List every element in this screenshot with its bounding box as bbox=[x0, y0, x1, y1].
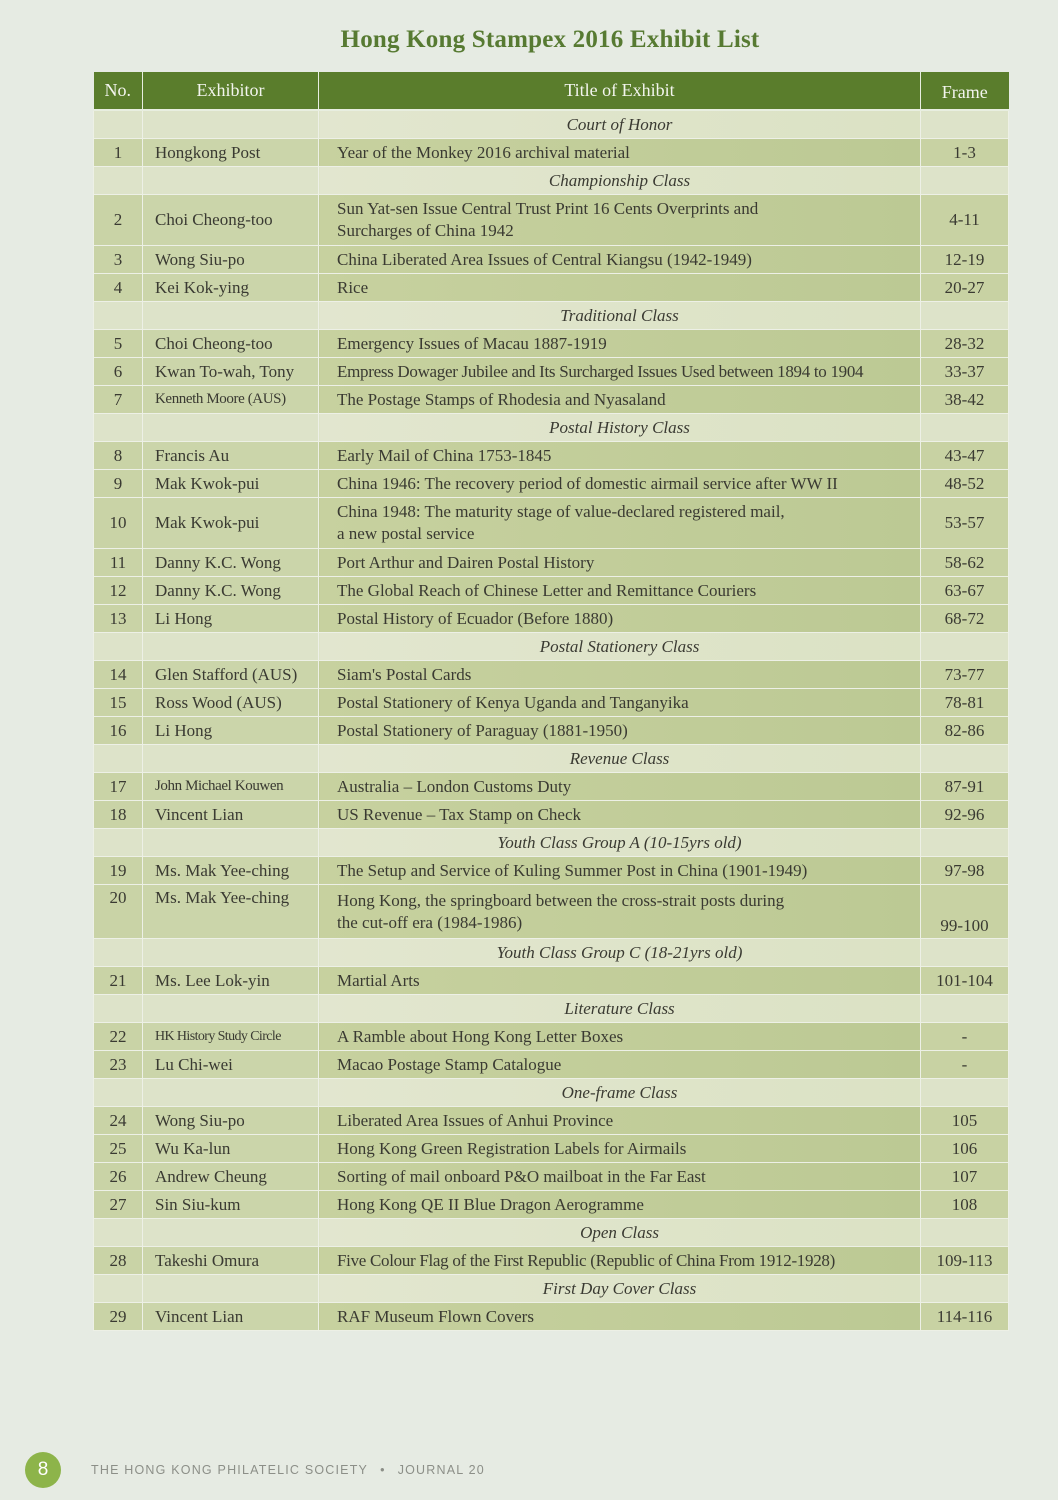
table-row bbox=[94, 773, 1009, 801]
row-exhibitor: HK History Study Circle bbox=[143, 1023, 319, 1051]
class-row-court-of-honor bbox=[94, 110, 1009, 139]
table-row bbox=[94, 661, 1009, 689]
row-title: Emergency Issues of Macau 1887-1919 bbox=[319, 330, 921, 358]
row-title-line1: Hong Kong, the springboard between the cross-strait posts during bbox=[337, 890, 785, 910]
table-row bbox=[94, 1107, 1009, 1135]
table-row bbox=[94, 386, 1009, 414]
table-row bbox=[94, 689, 1009, 717]
row-exhibitor: Lu Chi-wei bbox=[143, 1051, 319, 1079]
row-title-line2: the cut-off era (1984-1986) bbox=[337, 912, 523, 932]
publication-name: THE HONG KONG PHILATELIC SOCIETY bbox=[91, 1463, 369, 1477]
class-label: First Day Cover Class bbox=[319, 1275, 921, 1303]
row-title bbox=[319, 195, 921, 246]
row-no: 23 bbox=[94, 1051, 143, 1079]
class-row-one-frame bbox=[94, 1079, 1009, 1107]
row-frame: 12-19 bbox=[921, 246, 1009, 274]
class-row-youth-c bbox=[94, 939, 1009, 967]
row-title: The Postage Stamps of Rhodesia and Nyasaland bbox=[319, 386, 921, 414]
row-exhibitor: Francis Au bbox=[143, 442, 319, 470]
row-no: 29 bbox=[94, 1303, 143, 1331]
row-frame: 106 bbox=[921, 1135, 1009, 1163]
table-row bbox=[94, 1051, 1009, 1079]
row-title-line2: Surcharges of China 1942 bbox=[337, 221, 514, 240]
row-no: 25 bbox=[94, 1135, 143, 1163]
row-frame: 92-96 bbox=[921, 801, 1009, 829]
table-row bbox=[94, 442, 1009, 470]
table-row bbox=[94, 246, 1009, 274]
row-frame: 97-98 bbox=[921, 857, 1009, 885]
row-no: 14 bbox=[94, 661, 143, 689]
row-frame: 78-81 bbox=[921, 689, 1009, 717]
row-exhibitor: Glen Stafford (AUS) bbox=[143, 661, 319, 689]
row-title: Martial Arts bbox=[319, 967, 921, 995]
row-exhibitor: Takeshi Omura bbox=[143, 1247, 319, 1275]
row-frame: 63-67 bbox=[921, 577, 1009, 605]
table-row bbox=[94, 274, 1009, 302]
table-row bbox=[94, 1163, 1009, 1191]
row-title: Postal Stationery of Kenya Uganda and Tanganyika bbox=[319, 689, 921, 717]
row-title: Sorting of mail onboard P&O mailboat in the Far East bbox=[319, 1163, 921, 1191]
row-exhibitor: Hongkong Post bbox=[143, 139, 319, 167]
row-frame: 87-91 bbox=[921, 773, 1009, 801]
row-frame: 101-104 bbox=[921, 967, 1009, 995]
row-title: US Revenue – Tax Stamp on Check bbox=[319, 801, 921, 829]
row-title-line1: China 1948: The maturity stage of value-declared registered mail, bbox=[337, 502, 785, 521]
row-no: 22 bbox=[94, 1023, 143, 1051]
row-no: 6 bbox=[94, 358, 143, 386]
row-frame: 43-47 bbox=[921, 442, 1009, 470]
row-frame: 82-86 bbox=[921, 717, 1009, 745]
row-no: 4 bbox=[94, 274, 143, 302]
row-frame: 114-116 bbox=[921, 1303, 1009, 1331]
row-no: 1 bbox=[94, 139, 143, 167]
row-no: 24 bbox=[94, 1107, 143, 1135]
row-title: Postal History of Ecuador (Before 1880) bbox=[319, 605, 921, 633]
class-row-first-day-cover bbox=[94, 1275, 1009, 1303]
row-exhibitor: Mak Kwok-pui bbox=[143, 470, 319, 498]
row-frame: 28-32 bbox=[921, 330, 1009, 358]
row-frame: 107 bbox=[921, 1163, 1009, 1191]
class-label: Court of Honor bbox=[319, 110, 921, 139]
row-no: 15 bbox=[94, 689, 143, 717]
row-frame: 68-72 bbox=[921, 605, 1009, 633]
row-title bbox=[319, 498, 921, 549]
row-no: 10 bbox=[94, 498, 143, 549]
table-row bbox=[94, 885, 1009, 939]
row-no: 28 bbox=[94, 1247, 143, 1275]
row-exhibitor: Ross Wood (AUS) bbox=[143, 689, 319, 717]
row-no: 12 bbox=[94, 577, 143, 605]
row-exhibitor: Andrew Cheung bbox=[143, 1163, 319, 1191]
class-row-postal-history bbox=[94, 414, 1009, 442]
row-exhibitor: Wong Siu-po bbox=[143, 1107, 319, 1135]
row-exhibitor: John Michael Kouwen bbox=[143, 773, 319, 801]
row-exhibitor: Kenneth Moore (AUS) bbox=[143, 386, 319, 414]
row-no: 27 bbox=[94, 1191, 143, 1219]
row-frame: 105 bbox=[921, 1107, 1009, 1135]
row-title: Macao Postage Stamp Catalogue bbox=[319, 1051, 921, 1079]
row-title: Australia – London Customs Duty bbox=[319, 773, 921, 801]
row-title: The Setup and Service of Kuling Summer Post in China (1901-1949) bbox=[319, 857, 921, 885]
row-title: Hong Kong Green Registration Labels for Airmails bbox=[319, 1135, 921, 1163]
table-row bbox=[94, 801, 1009, 829]
row-title: A Ramble about Hong Kong Letter Boxes bbox=[319, 1023, 921, 1051]
table-row bbox=[94, 470, 1009, 498]
table-row bbox=[94, 195, 1009, 246]
row-frame: 53-57 bbox=[921, 498, 1009, 549]
table-row bbox=[94, 1191, 1009, 1219]
row-exhibitor: Choi Cheong-too bbox=[143, 195, 319, 246]
row-no: 26 bbox=[94, 1163, 143, 1191]
table-header-row bbox=[94, 72, 1009, 110]
table-row bbox=[94, 605, 1009, 633]
row-exhibitor: Li Hong bbox=[143, 605, 319, 633]
row-title-line1: Sun Yat-sen Issue Central Trust Print 16 Cents Overprints and bbox=[337, 199, 759, 218]
row-exhibitor: Ms. Lee Lok-yin bbox=[143, 967, 319, 995]
row-frame: 99-100 bbox=[921, 885, 1009, 939]
class-row-revenue bbox=[94, 745, 1009, 773]
row-no: 5 bbox=[94, 330, 143, 358]
class-label: Literature Class bbox=[319, 995, 921, 1023]
row-exhibitor: Mak Kwok-pui bbox=[143, 498, 319, 549]
footer-separator: • bbox=[380, 1463, 386, 1477]
row-no: 7 bbox=[94, 386, 143, 414]
row-exhibitor: Sin Siu-kum bbox=[143, 1191, 319, 1219]
row-exhibitor: Choi Cheong-too bbox=[143, 330, 319, 358]
class-label: Open Class bbox=[319, 1219, 921, 1247]
class-label: Postal History Class bbox=[319, 414, 921, 442]
column-header-no: No. bbox=[94, 72, 143, 110]
row-title: Rice bbox=[319, 274, 921, 302]
row-title: Year of the Monkey 2016 archival material bbox=[319, 139, 921, 167]
row-exhibitor: Vincent Lian bbox=[143, 801, 319, 829]
row-title: China Liberated Area Issues of Central Kiangsu (1942-1949) bbox=[319, 246, 921, 274]
class-row-traditional bbox=[94, 302, 1009, 330]
class-row-postal-stationery bbox=[94, 633, 1009, 661]
row-no: 18 bbox=[94, 801, 143, 829]
column-header-title: Title of Exhibit bbox=[319, 72, 921, 110]
journal-issue: JOURNAL 20 bbox=[397, 1463, 485, 1477]
row-title: Hong Kong QE II Blue Dragon Aerogramme bbox=[319, 1191, 921, 1219]
row-no: 17 bbox=[94, 773, 143, 801]
row-title: The Global Reach of Chinese Letter and Remittance Couriers bbox=[319, 577, 921, 605]
row-no: 11 bbox=[94, 549, 143, 577]
table-row bbox=[94, 577, 1009, 605]
row-exhibitor: Danny K.C. Wong bbox=[143, 577, 319, 605]
row-title bbox=[319, 885, 921, 939]
class-row-literature bbox=[94, 995, 1009, 1023]
row-title: Liberated Area Issues of Anhui Province bbox=[319, 1107, 921, 1135]
row-exhibitor: Kei Kok-ying bbox=[143, 274, 319, 302]
table-row bbox=[94, 1023, 1009, 1051]
row-frame: 108 bbox=[921, 1191, 1009, 1219]
page-title: Hong Kong Stampex 2016 Exhibit List bbox=[340, 26, 760, 53]
row-title: RAF Museum Flown Covers bbox=[319, 1303, 921, 1331]
row-no: 13 bbox=[94, 605, 143, 633]
row-no: 9 bbox=[94, 470, 143, 498]
column-header-exhibitor: Exhibitor bbox=[143, 72, 319, 110]
row-title: Siam's Postal Cards bbox=[319, 661, 921, 689]
footer-text bbox=[91, 1463, 485, 1477]
row-title: Five Colour Flag of the First Republic (Republic of China From 1912-1928) bbox=[319, 1247, 921, 1275]
class-label: Youth Class Group C (18-21yrs old) bbox=[319, 939, 921, 967]
table-row bbox=[94, 358, 1009, 386]
row-no: 20 bbox=[94, 885, 143, 939]
class-row-championship bbox=[94, 167, 1009, 195]
row-frame: 73-77 bbox=[921, 661, 1009, 689]
row-frame: 109-113 bbox=[921, 1247, 1009, 1275]
class-label: Youth Class Group A (10-15yrs old) bbox=[319, 829, 921, 857]
class-label: One-frame Class bbox=[319, 1079, 921, 1107]
table-row bbox=[94, 857, 1009, 885]
table-row bbox=[94, 1247, 1009, 1275]
class-label: Championship Class bbox=[319, 167, 921, 195]
row-frame: 58-62 bbox=[921, 549, 1009, 577]
page-footer bbox=[25, 1452, 485, 1488]
page-number-badge: 8 bbox=[25, 1452, 61, 1488]
row-exhibitor: Wu Ka-lun bbox=[143, 1135, 319, 1163]
row-no: 2 bbox=[94, 195, 143, 246]
row-frame: 38-42 bbox=[921, 386, 1009, 414]
row-frame: 20-27 bbox=[921, 274, 1009, 302]
row-no: 16 bbox=[94, 717, 143, 745]
exhibit-table bbox=[93, 72, 1009, 1331]
table-row bbox=[94, 717, 1009, 745]
table-row bbox=[94, 139, 1009, 167]
row-frame: 48-52 bbox=[921, 470, 1009, 498]
row-exhibitor: Li Hong bbox=[143, 717, 319, 745]
table-row bbox=[94, 549, 1009, 577]
row-no: 19 bbox=[94, 857, 143, 885]
table-row bbox=[94, 1135, 1009, 1163]
row-frame: 4-11 bbox=[921, 195, 1009, 246]
row-title: China 1946: The recovery period of domestic airmail service after WW II bbox=[319, 470, 921, 498]
table-row bbox=[94, 1303, 1009, 1331]
class-label: Revenue Class bbox=[319, 745, 921, 773]
table-row bbox=[94, 330, 1009, 358]
class-row-youth-a bbox=[94, 829, 1009, 857]
class-row-open bbox=[94, 1219, 1009, 1247]
row-frame: - bbox=[921, 1023, 1009, 1051]
row-frame: 33-37 bbox=[921, 358, 1009, 386]
row-no: 3 bbox=[94, 246, 143, 274]
row-exhibitor: Kwan To-wah, Tony bbox=[143, 358, 319, 386]
row-frame: - bbox=[921, 1051, 1009, 1079]
column-header-frame: Frame bbox=[921, 72, 1009, 110]
row-title: Postal Stationery of Paraguay (1881-1950) bbox=[319, 717, 921, 745]
row-title: Early Mail of China 1753-1845 bbox=[319, 442, 921, 470]
class-label: Postal Stationery Class bbox=[319, 633, 921, 661]
row-title: Port Arthur and Dairen Postal History bbox=[319, 549, 921, 577]
table-row bbox=[94, 498, 1009, 549]
row-no: 8 bbox=[94, 442, 143, 470]
row-title: Empress Dowager Jubilee and Its Surcharged Issues Used between 1894 to 1904 bbox=[319, 358, 921, 386]
table-row bbox=[94, 967, 1009, 995]
row-title-line2: a new postal service bbox=[337, 524, 475, 543]
row-no: 21 bbox=[94, 967, 143, 995]
row-exhibitor: Wong Siu-po bbox=[143, 246, 319, 274]
row-exhibitor: Ms. Mak Yee-ching bbox=[143, 857, 319, 885]
row-exhibitor: Ms. Mak Yee-ching bbox=[143, 885, 319, 939]
row-frame: 1-3 bbox=[921, 139, 1009, 167]
row-exhibitor: Danny K.C. Wong bbox=[143, 549, 319, 577]
row-exhibitor: Vincent Lian bbox=[143, 1303, 319, 1331]
class-label: Traditional Class bbox=[319, 302, 921, 330]
